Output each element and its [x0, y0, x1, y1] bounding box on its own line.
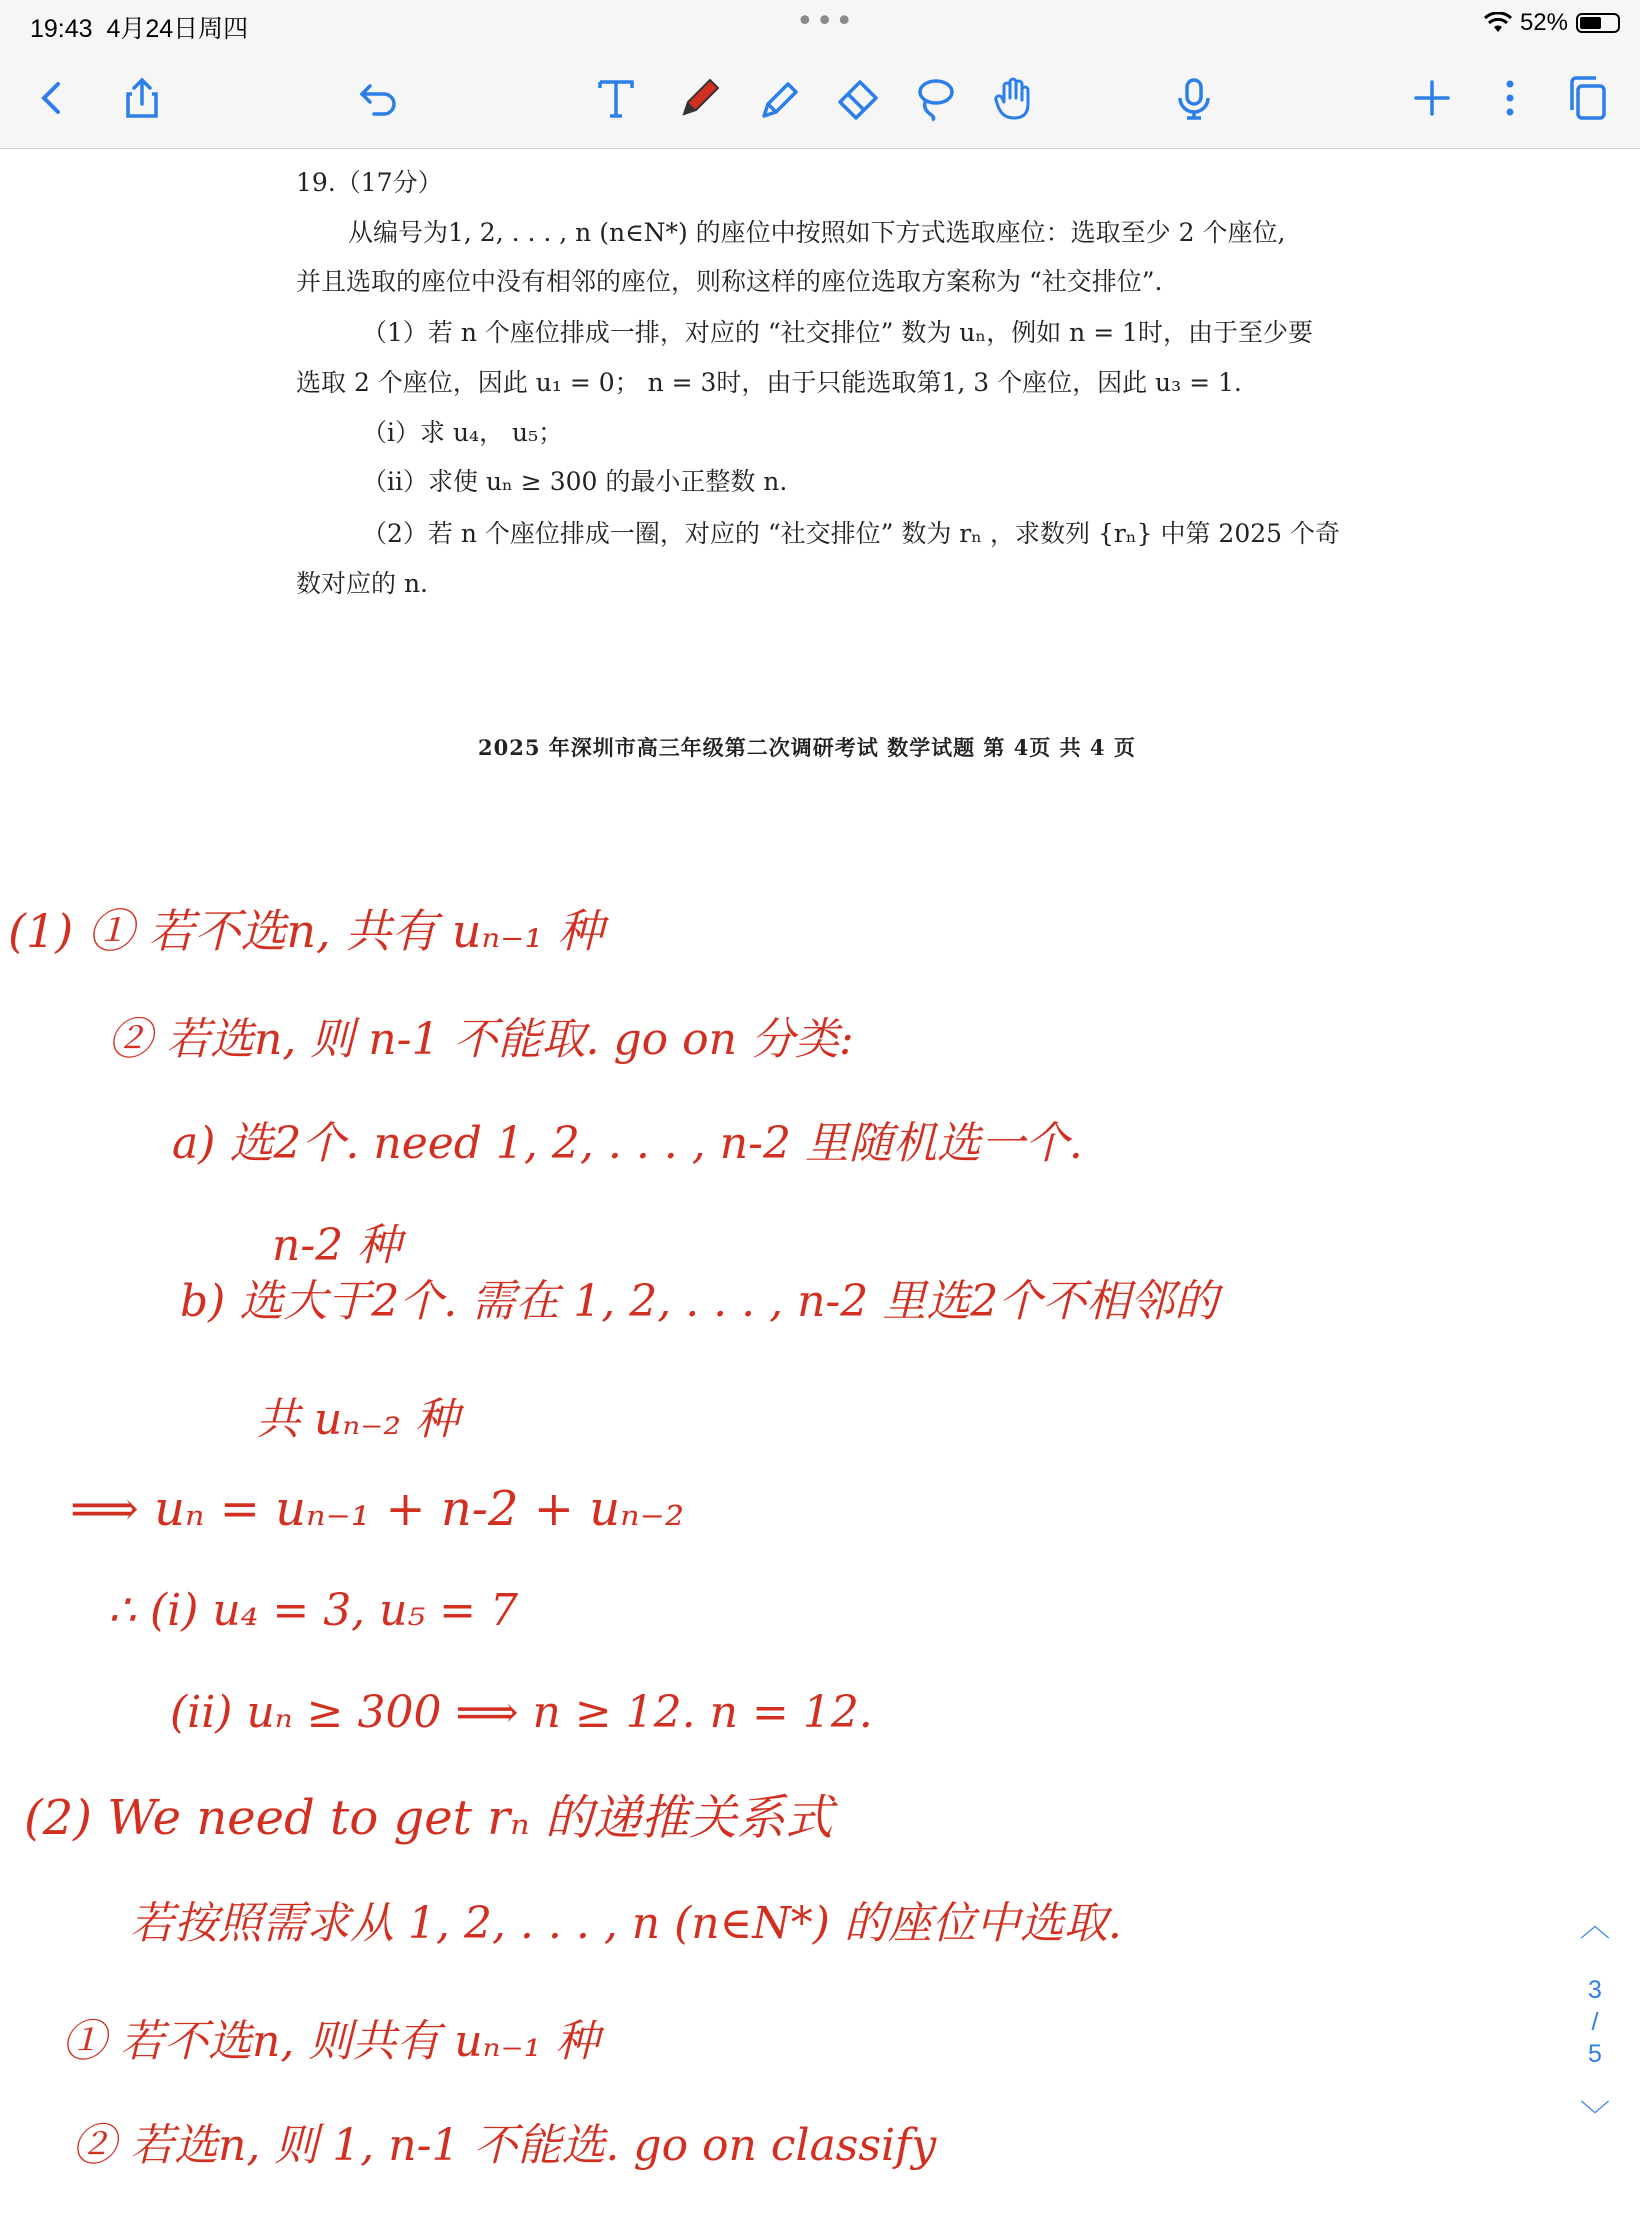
lasso-icon[interactable]	[908, 70, 964, 126]
question-paragraph-1: 从编号为1, 2, . . . , n (n∈N*) 的座位中按照如下方式选取座位：选取至少 2 个座位,	[348, 218, 1286, 247]
handwriting-line-10: (2) We need to get rₙ 的递推关系式	[24, 1790, 833, 1846]
question-paragraph-4: 选取 2 个座位，因此 u₁ = 0； n = 3时，由于只能选取第1, 3 个座位，因此 u₃ = 1.	[296, 368, 1242, 397]
question-paragraph-6: （ii）求使 uₙ ≥ 300 的最小正整数 n.	[362, 467, 788, 496]
handwriting-line-12: ① 若不选n, 则共有 uₙ₋₁ 种	[62, 2016, 600, 2067]
handwriting-line-13: ② 若选n, 则 1, n-1 不能选. go on classify	[72, 2120, 937, 2171]
status-right	[1484, 9, 1620, 37]
handwriting-line-3: a) 选2个. need 1, 2, . . . , n-2 里随机选一个.	[172, 1118, 1083, 1169]
handwriting-line-2: ② 若选n, 则 n-1 不能取. go on 分类:	[108, 1014, 854, 1065]
question-paragraph-8: 数对应的 n.	[296, 569, 428, 598]
page-separator: /	[1591, 2008, 1599, 2036]
handwriting-line-9: (ii) uₙ ≥ 300 ⟹ n ≥ 12. n = 12.	[170, 1687, 873, 1738]
undo-icon[interactable]	[350, 70, 406, 126]
text-tool-icon[interactable]	[588, 70, 644, 126]
handwriting-line-6: 共 uₙ₋₂ 种	[256, 1394, 460, 1445]
question-paragraph-2: 并且选取的座位中没有相邻的座位，则称这样的座位选取方案称为 “社交排位”.	[296, 267, 1163, 296]
handwriting-line-7: ⟹ uₙ = uₙ₋₁ + n-2 + uₙ₋₂	[70, 1481, 685, 1537]
current-page-number: 3	[1588, 1976, 1602, 2004]
page-up-chevron-icon[interactable]: ︿	[1580, 1910, 1610, 1943]
question-paragraph-5: （i）求 u₄， u₅；	[362, 418, 564, 447]
toolbar	[0, 48, 1640, 149]
handwriting-line-4: n-2 种	[272, 1220, 402, 1271]
question-heading: 19.（17分）	[296, 168, 443, 197]
status-time: 19:43 4月24日周四	[30, 15, 249, 43]
handwriting-line-1: (1) ① 若不选n, 共有 uₙ₋₁ 种	[8, 904, 604, 958]
highlighter-icon[interactable]	[752, 70, 808, 126]
battery-percent: 52%	[1519, 9, 1568, 36]
share-icon[interactable]	[114, 70, 170, 126]
document-page[interactable]	[0, 149, 1640, 2214]
question-paragraph-3: （1）若 n 个座位排成一排，对应的 “社交排位” 数为 uₙ，例如 n = 1时，由于至少要	[362, 318, 1314, 347]
pages-icon[interactable]	[1560, 70, 1616, 126]
pen-icon[interactable]	[672, 70, 728, 126]
add-icon[interactable]	[1404, 70, 1460, 126]
handwriting-line-5: b) 选大于2个. 需在 1, 2, . . . , n-2 里选2个不相邻的	[180, 1276, 1219, 1327]
microphone-icon[interactable]	[1166, 70, 1222, 126]
page-down-chevron-icon[interactable]: ﹀	[1580, 2100, 1610, 2133]
wifi-icon	[1484, 12, 1512, 34]
more-icon[interactable]	[1482, 70, 1538, 126]
page-navigator	[1570, 1910, 1620, 2134]
eraser-icon[interactable]	[830, 70, 886, 126]
multitask-dots[interactable]: •••	[796, 4, 856, 39]
page-footer: 2025 年深圳市高三年级第二次调研考试 数学试题 第 4页 共 4 页	[478, 735, 1136, 760]
total-pages: 5	[1588, 2040, 1602, 2068]
battery-icon	[1576, 13, 1620, 33]
back-chevron-icon[interactable]	[24, 70, 80, 126]
status-bar	[0, 0, 1640, 48]
question-paragraph-7: （2）若 n 个座位排成一圈，对应的 “社交排位” 数为 rₙ ，求数列 {rₙ} 中第 2025 个奇	[362, 519, 1341, 548]
handwriting-line-11: 若按照需求从 1, 2, . . . , n (n∈N*) 的座位中选取.	[130, 1898, 1122, 1949]
handwriting-line-8: ∴ (i) u₄ = 3, u₅ = 7	[108, 1585, 518, 1636]
status-date: 4月24日周四	[106, 15, 249, 43]
hand-touch-icon[interactable]	[986, 70, 1042, 126]
